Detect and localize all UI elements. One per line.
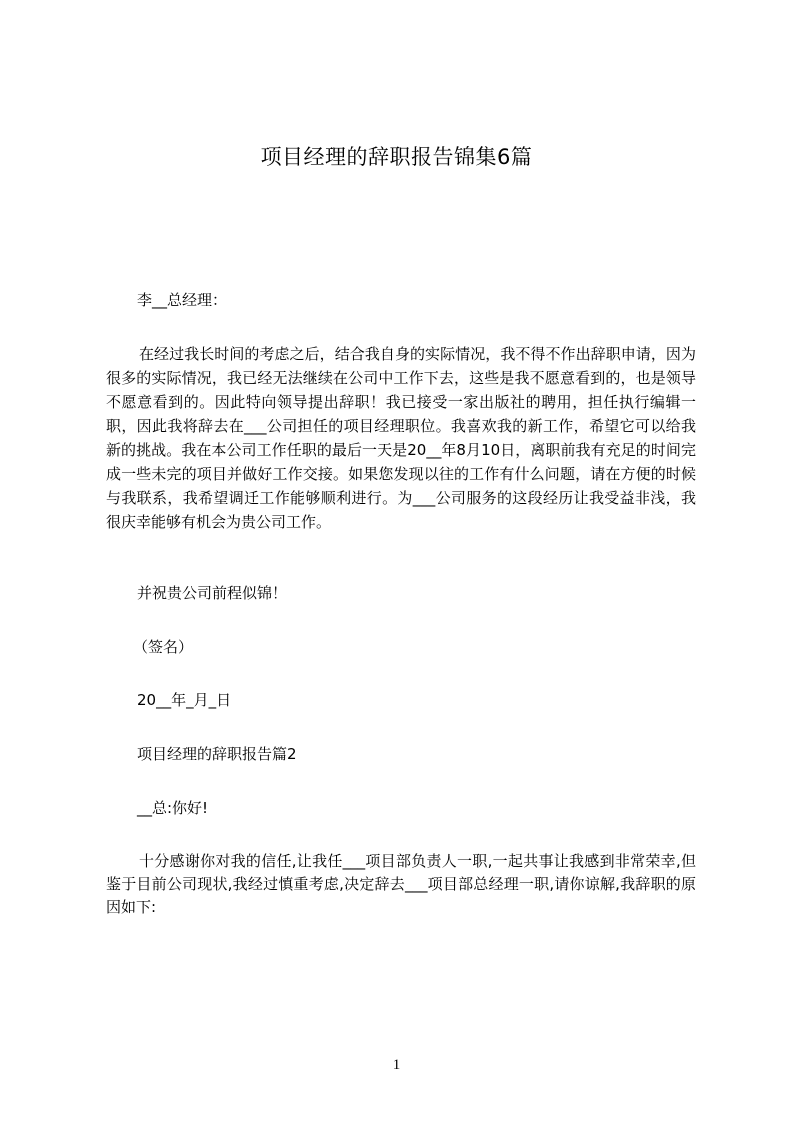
signature-placeholder: （签名） [133,638,194,656]
section-2-salutation: __总:你好! [137,799,209,817]
document-title: 项目经理的辞职报告锦集6篇 [260,145,533,169]
page-number: 1 [392,1057,401,1073]
body-paragraph: 在经过我长时间的考虑之后，结合我自身的实际情况，我不得不作出辞职申请，因为很多的实际情况，我已经无法继续在公司中工作下去，这些是我不愿意看到的，也是领导不愿意看到的。因此特向领导提出辞职！我已接受一家出版社的聘用，担任执行编辑一职，因此我将辞去在___公司担任的项目经理职位。我喜欢我的新工作，希望它可以给我新的挑战。我在本公司工作任职的最后一天是20__年8月10日，离职前我有充足的时间完成一些未完的项目并做好工作交接。如果您发现以往的工作有什么问题，请在方便的时候与我联系，我希望调迁工作能够顺利进行。为___公司服务的这段经历让我受益非浅，我很庆幸能够有机会为贵公司工作。 [106,345,696,531]
section-2-heading: 项目经理的辞职报告篇2 [137,745,297,763]
closing-line: 并祝贵公司前程似锦！ [137,584,288,602]
date-line: 20__年_月_日 [137,691,232,709]
section-2-paragraph: 十分感谢你对我的信任,让我任___项目部负责人一职,一起共事让我感到非常荣幸,但鉴于目前公司现状,我经过慎重考虑,决定辞去___项目部总经理一职,请你谅解,我辞职的原因如下: [106,852,696,916]
salutation: 李__总经理： [137,291,228,309]
